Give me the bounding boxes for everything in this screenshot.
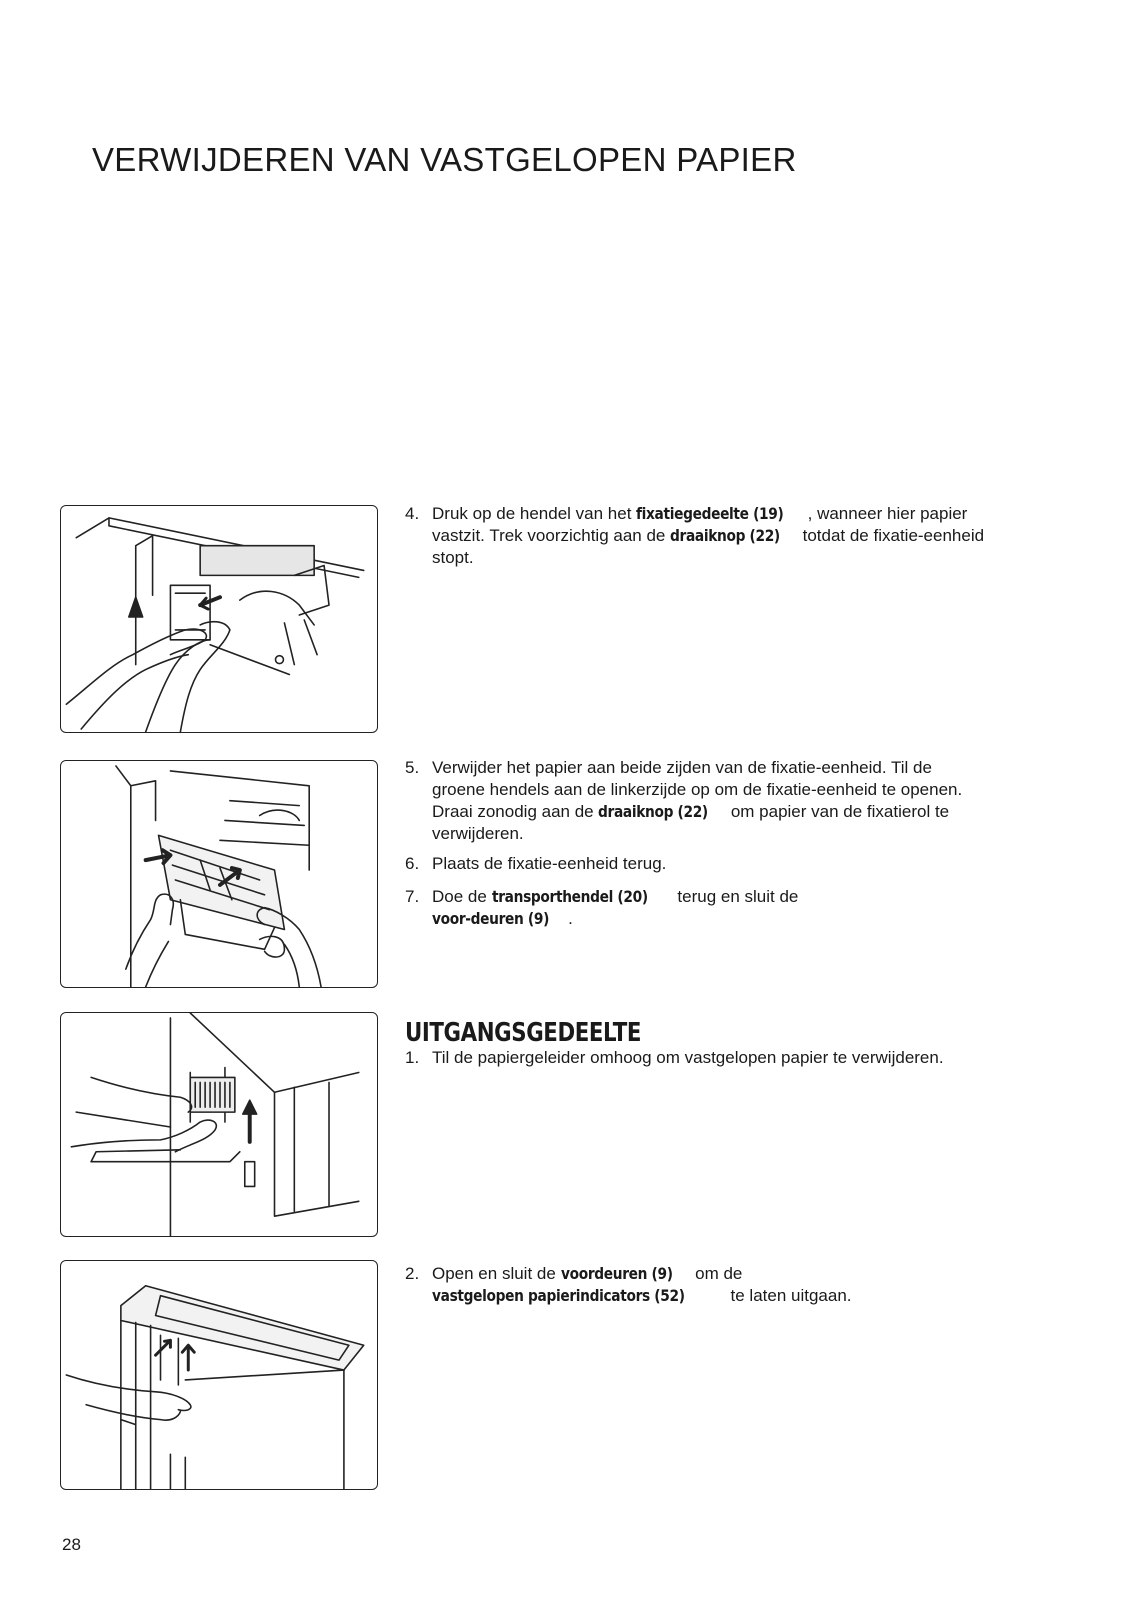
step-text: Plaats de fixatie-eenheid terug.	[432, 854, 667, 873]
step-text: Druk op de hendel van het fixatiegedeelte (19) , wanneer hier papier vastzit. Trek voorzichtig aan de draaiknop (22) totdat de fixatie-eenheid stopt.	[432, 504, 985, 567]
step-text: Doe de transporthendel (20) terug en sluit de voor-deuren (9) .	[432, 887, 799, 928]
step-number: 4.	[405, 504, 420, 523]
illustration-fusing-unit	[60, 760, 378, 988]
step-number: 1.	[405, 1048, 420, 1067]
step-6	[405, 853, 985, 875]
step-5	[405, 757, 985, 845]
exit-step-2	[405, 1263, 945, 1307]
term-draaiknop: draaiknop (22)	[670, 526, 780, 545]
term-fixatiegedeelte: fixatiegedeelte (19)	[636, 504, 784, 523]
step-text: Verwijder het papier aan beide zijden van de fixatie-eenheid. Til de groene hendels aan de linkerzijde op om de fixatie-eenheid te openen. Draai zonodig aan de draaiknop (22) om papier van de fixatierol te verwijderen.	[432, 758, 963, 843]
step-7	[405, 886, 925, 930]
step-text: Open en sluit de voordeuren (9) om de vastgelopen papierindicators (52) te laten uitgaan.	[432, 1264, 852, 1305]
section-heading: UITGANGSGEDEELTE	[405, 1018, 641, 1048]
step-number: 2.	[405, 1264, 420, 1283]
exit-step-1	[405, 1047, 945, 1069]
illustration-front-doors	[60, 1260, 378, 1490]
illustration-exit-paper-guide	[60, 1012, 378, 1237]
step-4	[405, 503, 985, 569]
term-draaiknop: draaiknop (22)	[598, 802, 709, 821]
term-transporthendel: transporthendel (20)	[491, 887, 648, 906]
term-papierindicators: vastgelopen papierindicators (52)	[432, 1286, 685, 1305]
illustration-fusing-lever	[60, 505, 378, 733]
page-title: VERWIJDEREN VAN VASTGELOPEN PAPIER	[92, 141, 797, 178]
term-voordeuren: voordeuren (9)	[560, 1264, 673, 1283]
step-number: 5.	[405, 758, 420, 777]
page-number: 28	[62, 1535, 81, 1554]
term-voordeuren: voor-deuren (9)	[432, 909, 550, 928]
step-number: 6.	[405, 854, 420, 873]
step-text: Til de papiergeleider omhoog om vastgelopen papier te verwijderen.	[432, 1048, 944, 1067]
step-number: 7.	[405, 887, 420, 906]
